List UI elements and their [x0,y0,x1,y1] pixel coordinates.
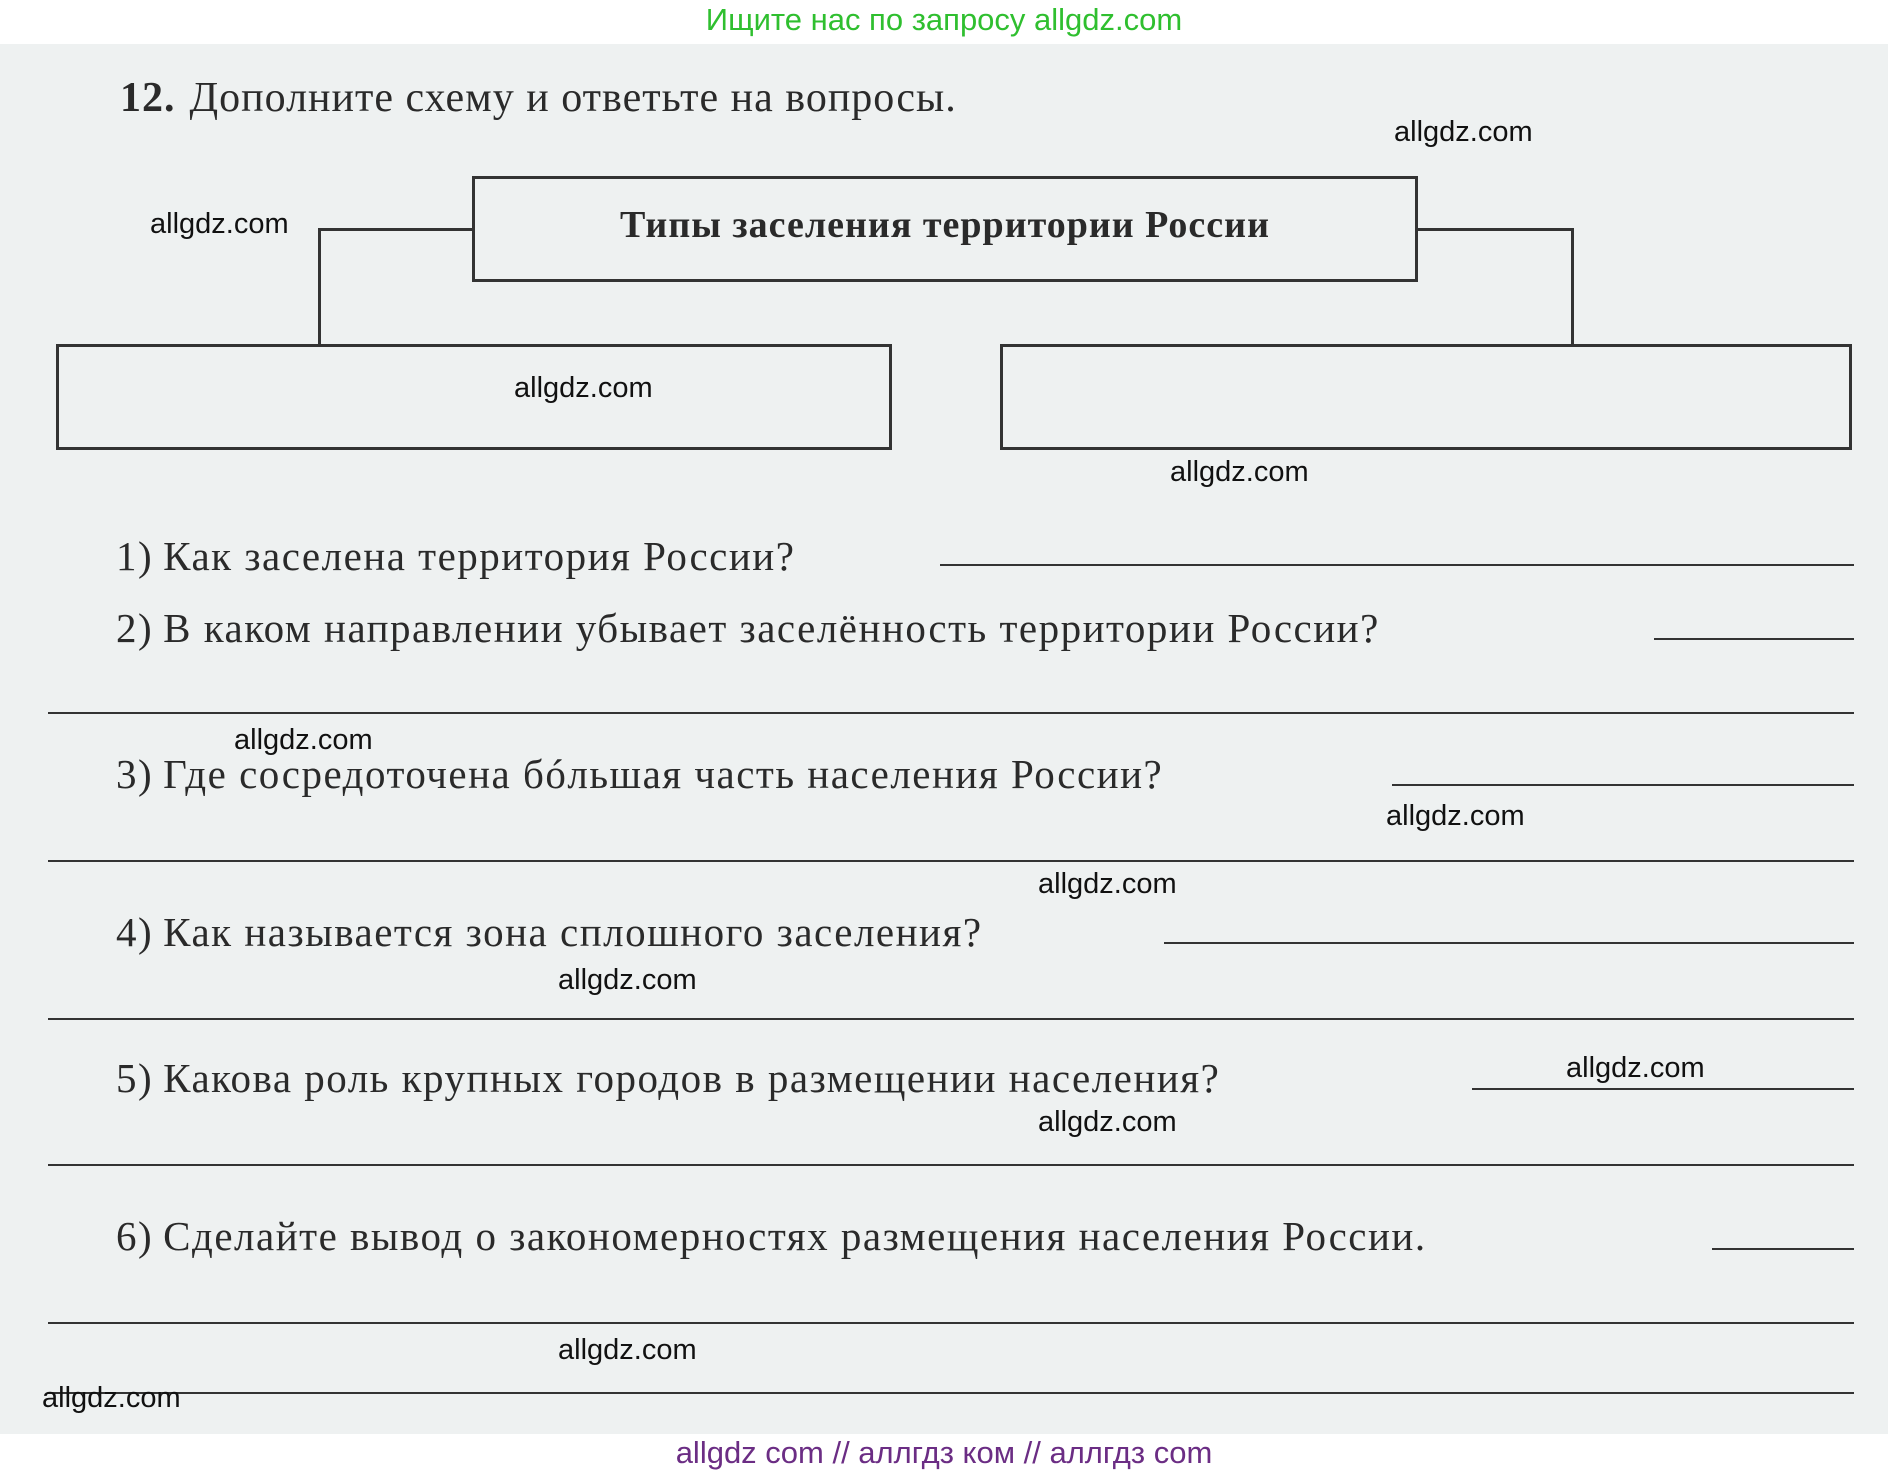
question-3 [116,750,1163,798]
task-number: 12. [120,75,176,121]
workbook-page [0,44,1888,1434]
answer-line-5b[interactable] [48,1164,1854,1166]
scheme-connector-left-horizontal [318,228,474,231]
answer-line-2a[interactable] [1654,638,1854,640]
question-5 [116,1054,1220,1102]
question-number: 1) [116,533,154,579]
question-text: Сделайте вывод о закономерностях размещения населения России. [163,1213,1427,1259]
question-text: Как называется зона сплошного заселения? [163,909,983,955]
answer-line-1[interactable] [940,564,1854,566]
answer-line-6c[interactable] [48,1392,1854,1394]
scheme-connector-right-vertical [1571,228,1574,346]
watermark: allgdz.com [1038,868,1177,900]
question-number: 5) [116,1055,154,1101]
question-text: Где сосредоточена бóльшая часть населения России? [163,751,1164,797]
watermark: allgdz.com [1566,1052,1705,1084]
answer-line-6a[interactable] [1712,1248,1854,1250]
watermark: allgdz.com [558,964,697,996]
question-6 [116,1212,1427,1260]
question-1 [116,532,795,580]
question-2 [116,604,1380,652]
watermark: allgdz.com [1170,456,1309,488]
answer-line-4b[interactable] [48,1018,1854,1020]
scheme-left-answer-box[interactable] [56,344,892,450]
task-heading [120,74,957,122]
question-number: 6) [116,1213,154,1259]
question-number: 4) [116,909,154,955]
watermark: allgdz.com [1394,116,1533,148]
answer-line-5a[interactable] [1472,1088,1854,1090]
watermark: allgdz.com [1386,800,1525,832]
answer-line-3a[interactable] [1392,784,1854,786]
question-number: 3) [116,751,154,797]
answer-line-2b[interactable] [48,712,1854,714]
scheme-connector-left-vertical [318,228,321,346]
watermark: allgdz.com [150,208,289,240]
top-banner: Ищите нас по запросу allgdz.com [0,0,1888,44]
watermark: allgdz.com [42,1382,181,1414]
question-text: Какова роль крупных городов в размещении населения? [163,1055,1221,1101]
answer-line-6b[interactable] [48,1322,1854,1324]
watermark: allgdz.com [514,372,653,404]
bottom-banner: allgdz com // аллгдз ком // аллгдз com [0,1434,1888,1472]
watermark: allgdz.com [1038,1106,1177,1138]
scheme-right-answer-box[interactable] [1000,344,1852,450]
watermark: allgdz.com [558,1334,697,1366]
question-text: Как заселена территория России? [163,533,796,579]
answer-line-3b[interactable] [48,860,1854,862]
watermark: allgdz.com [234,724,373,756]
scheme-title-box: Типы заселения территории России [472,176,1418,282]
question-number: 2) [116,605,154,651]
task-instruction: Дополните схему и ответьте на вопросы. [189,75,957,121]
scheme-connector-right-horizontal [1416,228,1574,231]
answer-line-4a[interactable] [1164,942,1854,944]
question-4 [116,908,983,956]
question-text: В каком направлении убывает заселённость территории России? [163,605,1380,651]
